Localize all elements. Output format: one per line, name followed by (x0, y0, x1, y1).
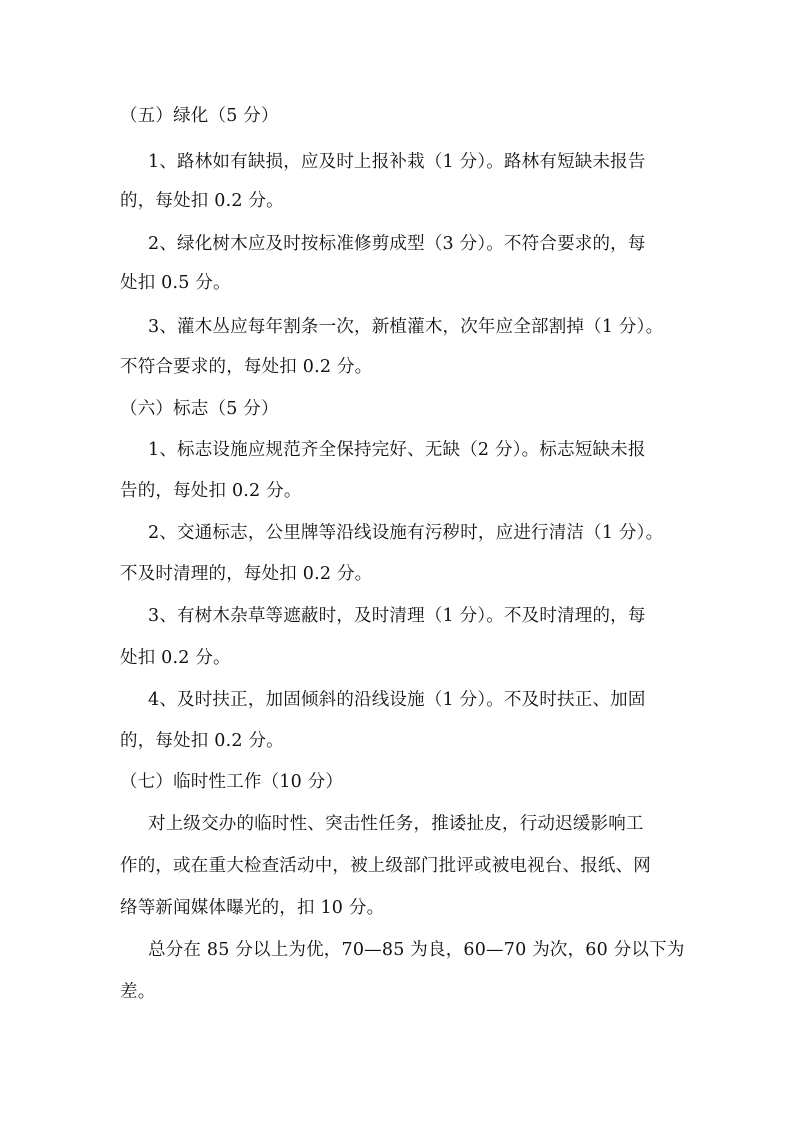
section-heading-signs: （六）标志（5 分） (120, 399, 279, 419)
greening-item-2-line-1: 2、绿化树木应及时按标准修剪成型（3 分）。不符合要求的，每 (148, 234, 646, 254)
greening-item-3-line-1: 3、灌木丛应每年割条一次，新植灌木，次年应全部割掉（1 分）。 (148, 317, 664, 337)
signs-item-1-line-1: 1、标志设施应规范齐全保持完好、无缺（2 分）。标志短缺未报 (148, 440, 646, 460)
section-heading-greening: （五）绿化（5 分） (120, 106, 279, 126)
temporary-work-para-line-3: 络等新闻媒体曝光的，扣 10 分。 (120, 898, 385, 918)
signs-item-3-line-1: 3、有树木杂草等遮蔽时，及时清理（1 分）。不及时清理的，每 (148, 606, 646, 626)
greening-item-1-line-1: 1、路林如有缺损，应及时上报补栽（1 分）。路林有短缺未报告 (148, 152, 646, 172)
signs-item-2-line-1: 2、交通标志，公里牌等沿线设施有污秽时，应进行清洁（1 分）。 (148, 523, 664, 543)
temporary-work-para-line-2: 作的，或在重大检查活动中，被上级部门批评或被电视台、报纸、网 (120, 856, 651, 876)
summary-line-2: 差。 (120, 982, 156, 1002)
signs-item-1-line-2: 告的，每处扣 0.2 分。 (120, 481, 302, 501)
temporary-work-para-line-1: 对上级交办的临时性、突击性任务，推诿扯皮，行动迟缓影响工 (148, 814, 644, 834)
greening-item-3-line-2: 不符合要求的，每处扣 0.2 分。 (120, 357, 373, 377)
greening-item-1-line-2: 的，每处扣 0.2 分。 (120, 191, 284, 211)
signs-item-2-line-2: 不及时清理的，每处扣 0.2 分。 (120, 564, 373, 584)
summary-line-1: 总分在 85 分以上为优，70—85 为良，60—70 为次，60 分以下为 (148, 940, 685, 960)
section-heading-temporary-work: （七）临时性工作（10 分） (120, 772, 344, 792)
signs-item-3-line-2: 处扣 0.2 分。 (120, 648, 231, 668)
signs-item-4-line-2: 的，每处扣 0.2 分。 (120, 731, 284, 751)
greening-item-2-line-2: 处扣 0.5 分。 (120, 273, 231, 293)
signs-item-4-line-1: 4、及时扶正，加固倾斜的沿线设施（1 分）。不及时扶正、加固 (148, 690, 646, 710)
